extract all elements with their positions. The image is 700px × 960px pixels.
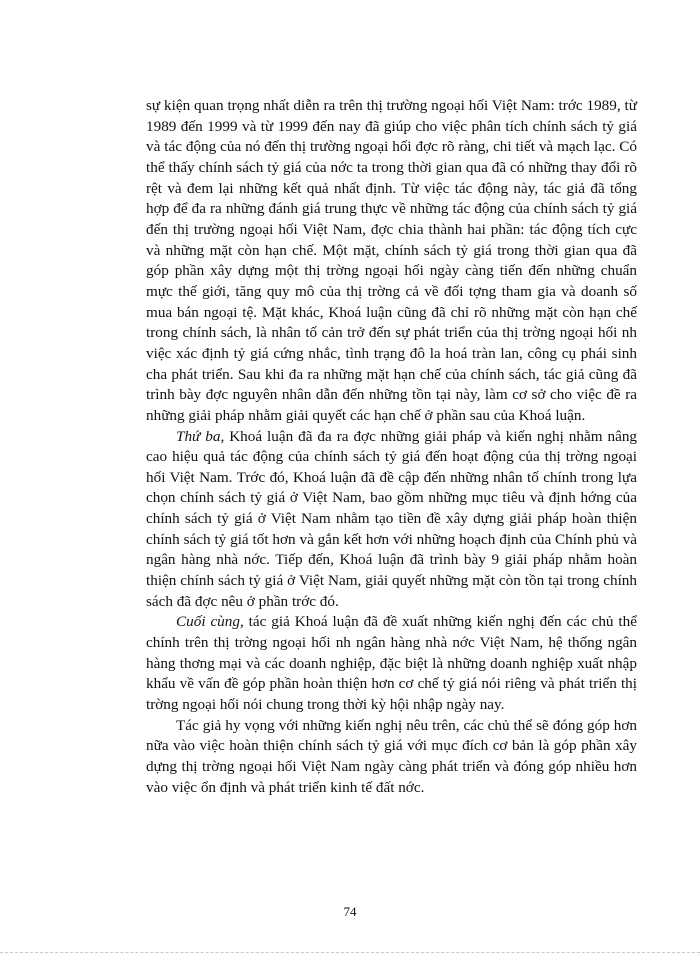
page-number: 74 [343, 904, 357, 919]
paragraph-1-text: sự kiện quan trọng nhất diễn ra trên thị trường ngoại hối Việt Nam: trớc 1989, từ 1989 đến 1999 và từ 1999 đến nay đã giúp cho việc phân tích chính sách tỷ giá và tác động của nó đến thị trường ngoại hối đợc rõ ràng, chi tiết và mạch lạc. Có thể thấy chính sách tỷ giá của nớc ta trong thời gian qua đã có những thay đổi rõ rệt và đem lại những kết quả nhất định. Từ việc tác động này, tác giả đã tổng hợp để đa ra những đánh giá trung thực về những tác động của chính sách tỷ giá đến thị trường ngoại hối Việt Nam, đợc chia thành hai phần: tác động tích cực và những mặt còn hạn chế. Một mặt, chính sách tỷ giá trong thời gian qua đã góp phần xây dựng một thị trờng ngoại hối ngày càng tiến đến những chuẩn mực thế giới, tăng quy mô của thị trờng cả về đối tợng tham gia và doanh số mua bán ngoại tệ. Mặt khác, Khoá luận cũng đã chỉ rõ những mặt còn hạn chế trong chính sách, là nhân tố cản trở đến sự phát triển của thị trờng ngoại hối nh việc xác định tỷ giá cứng nhắc, tình trạng đô la hoá tràn lan, công cụ phái sinh cha phát triển. Sau khi đa ra những mặt hạn chế của chính sách, tác giả cũng đã trình bày đợc nguyên nhân dẫn đến những tồn tại này, làm cơ sở cho việc đề ra những giải pháp nhằm giải quyết các hạn chế ở phần sau của Khoá luận. [146, 97, 637, 424]
paragraph-3 [146, 612, 637, 715]
body-text [146, 96, 637, 798]
paragraph-3-text: , tác giả Khoá luận đã đề xuất những kiến nghị đến các chủ thể chính trên thị trờng ngoại hối nh ngân hàng nhà nớc Việt Nam, hệ thống ngân hàng thơng mại và các doanh nghiệp, đặc biệt là những doanh nghiệp xuất nhập khẩu về vấn đề góp phần hoàn thiện hơn cơ chế tỷ giá nói riêng và phát triển thị trờng ngoại hối nói chung trong thời kỳ hội nhập ngày nay. [146, 613, 637, 714]
paragraph-3-lead: Cuối cùng [176, 613, 240, 631]
paragraph-4 [146, 716, 637, 799]
paragraph-2-lead: Thứ ba [176, 427, 221, 445]
paragraph-2 [146, 427, 637, 613]
paragraph-1 [146, 96, 637, 427]
paragraph-2-text: , Khoá luận đã đa ra đợc những giải pháp và kiến nghị nhằm nâng cao hiệu quả tác động của chính sách tỷ giá đến hoạt động của thị trờng ngoại hối Việt Nam. Trớc đó, Khoá luận đã đề cập đến những nhân tố chính trong lựa chọn chính sách tỷ giá ở Việt Nam, bao gồm những mục tiêu và định hớng của chính sách tỷ giá ở Việt Nam nhằm tạo tiền đề xây dựng giải pháp hoàn thiện chính sách tỷ giá tốt hơn và gắn kết hơn với những hoạch định của Chính phủ và ngân hàng nhà nớc. Tiếp đến, Khoá luận đã trình bày 9 giải pháp nhằm hoàn thiện chính sách tỷ giá ở Việt Nam, giải quyết những mặt còn tồn tại trong chính sách đã đợc nêu ở phần trớc đó. [146, 427, 638, 610]
page-bottom-divider [0, 952, 700, 953]
paragraph-4-text: Tác giả hy vọng với những kiến nghị nêu trên, các chủ thể sẽ đóng góp hơn nữa vào việc hoàn thiện chính sách tỷ giá với mục đích cơ bản là góp phần xây dựng thị trờng ngoại hối Việt Nam ngày càng phát triển và đóng góp nhiều hơn vào việc ổn định và phát triển kinh tế đất nớc. [146, 716, 637, 796]
